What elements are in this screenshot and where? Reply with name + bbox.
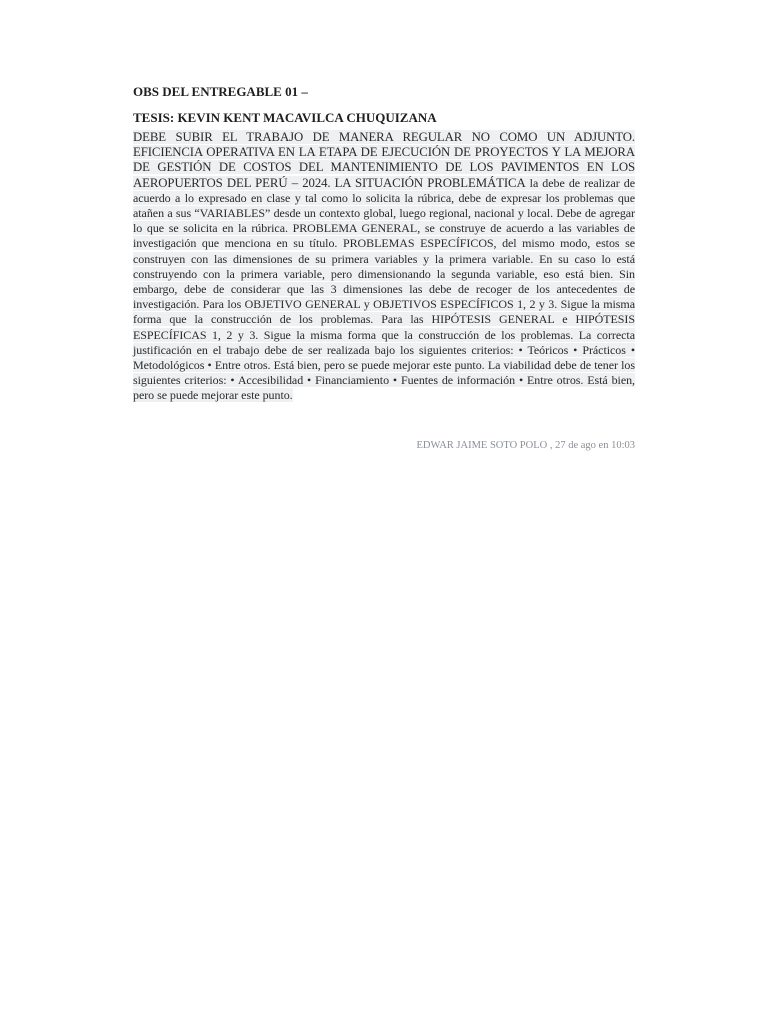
intro-line: DEBE SUBIR EL TRABAJO DE MANERA REGULAR NO COMO UN ADJUNTO. xyxy=(133,130,635,144)
thesis-title: EFICIENCIA OPERATIVA EN LA ETAPA DE EJECUCIÓN DE PROYECTOS Y LA MEJORA DE GESTIÓN DE COSTOS DEL MANTENIMIENTO DE LOS PAVIMENTOS EN LOS AEROPUERTOS DEL PERÚ – 2024. xyxy=(133,145,635,190)
justificacion: La correcta justificación en el trabajo debe de ser realizada bajo los siguientes criterios: • Teóricos • Prácticos • Metodológicos • Entre otros. Está bien, pero se puede mejorar este punto. xyxy=(133,327,635,373)
hipotesis: Para las HIPÓTESIS GENERAL e HIPÓTESIS ESPECÍFICAS 1, 2 y 3. Sigue la misma forma que la construcción de los problemas. xyxy=(133,312,636,342)
objetivos: Para los OBJETIVO GENERAL y OBJETIVOS ESPECÍFICOS 1, 2 y 3. Sigue la misma forma que la construcción de los problemas. xyxy=(133,297,635,327)
document-subtitle: TESIS: KEVIN KENT MACAVILCA CHUQUIZANA xyxy=(133,110,437,125)
document-title: OBS DEL ENTREGABLE 01 – xyxy=(133,84,308,99)
viabilidad: La viabilidad debe de tener los siguientes criterios: • Accesibilidad • Financiamiento • Fuentes de información • Entre otros. Está bien, pero se puede mejorar este punto. xyxy=(133,358,636,403)
situacion-text: la debe de realizar de acuerdo a lo expresado en clase y tal como lo solicita la rúbrica, debe de expresar los problemas que atañen a sus “VARIABLES” desde un contexto global, luego regional, nacional y local. Debe de agregar lo que se solicita en la rúbrica. xyxy=(133,175,635,236)
observation-body xyxy=(133,130,635,404)
problema-general: PROBLEMA GENERAL, se construye de acuerdo a las variables de investigación que menciona en su título. xyxy=(133,221,635,251)
signature-line: EDWAR JAIME SOTO POLO , 27 de ago en 10:03 xyxy=(416,439,635,451)
situacion-label: LA SITUACIÓN PROBLEMÁTICA xyxy=(334,175,526,190)
document-page xyxy=(133,84,635,451)
problemas-especificos: PROBLEMAS ESPECÍFICOS, del mismo modo, estos se construyen con las dimensiones de su primera variables y la primera variable. En su caso lo está construyendo con la primera variable, pero dimensionando la segunda variable, eso está bien. Sin embargo, debe de considerar que las 3 dimensiones las debe de recoger de los antecedentes de investigación. xyxy=(133,236,636,312)
